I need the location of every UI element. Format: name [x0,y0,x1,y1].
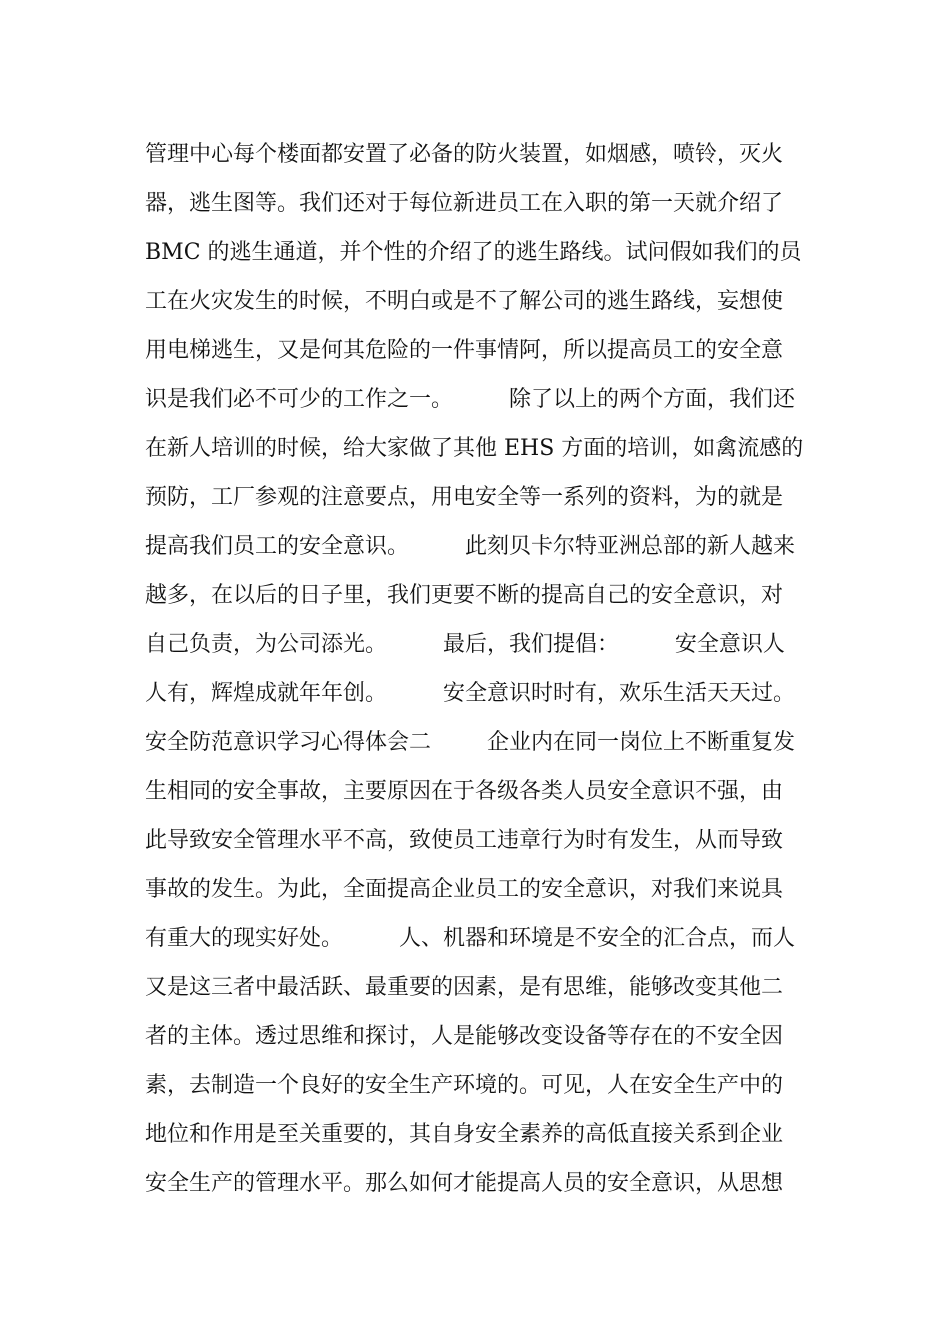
text-line: BMC 的逃生通道，并个性的介绍了的逃生路线。试问假如我们的员 [145,240,802,265]
text-line: 者的主体。透过思维和探讨，人是能够改变设备等存在的不安全因 [145,1024,784,1049]
text-line: 工在火灾发生的时候，不明白或是不了解公司的逃生路线，妄想使 [145,289,784,314]
text-line: 地位和作用是至关重要的，其自身安全素养的高低直接关系到企业 [145,1122,784,1147]
text-line: 器，逃生图等。我们还对于每位新进员工在入职的第一天就介绍了 [145,191,784,216]
text-line: 自己负责，为公司添光。 最后，我们提倡： 安全意识人 [145,632,785,657]
text-line: 在新人培训的时候，给大家做了其他 EHS 方面的培训，如禽流感的 [145,436,804,461]
text-line: 此导致安全管理水平不高，致使员工违章行为时有发生，从而导致 [145,828,784,853]
text-line: 安全生产的管理水平。那么如何才能提高人员的安全意识，从思想 [145,1171,784,1196]
text-line: 预防，工厂参观的注意要点，用电安全等一系列的资料，为的就是 [145,485,784,510]
text-line: 识是我们必不可少的工作之一。 除了以上的两个方面，我们还 [145,387,795,412]
text-line: 人有，辉煌成就年年创。 安全意识时时有，欢乐生活天天过。 [145,681,795,706]
text-line: 又是这三者中最活跃、最重要的因素，是有思维，能够改变其他二 [145,975,784,1000]
text-line: 越多，在以后的日子里，我们更要不断的提高自己的安全意识，对 [145,583,784,608]
text-line: 用电梯逃生，又是何其危险的一件事情阿，所以提高员工的安全意 [145,338,784,363]
body-text [145,130,810,1208]
text-line: 素，去制造一个良好的安全生产环境的。可见，人在安全生产中的 [145,1073,784,1098]
text-line: 有重大的现实好处。 人、机器和环境是不安全的汇合点，而人 [145,926,795,951]
text-line: 生相同的安全事故，主要原因在于各级各类人员安全意识不强，由 [145,779,784,804]
section-heading-line: 安全防范意识学习心得体会二 企业内在同一岗位上不断重复发 [145,730,795,755]
text-line: 事故的发生。为此，全面提高企业员工的安全意识，对我们来说具 [145,877,784,902]
text-line: 提高我们员工的安全意识。 此刻贝卡尔特亚洲总部的新人越来 [145,534,795,559]
text-line: 管理中心每个楼面都安置了必备的防火装置，如烟感，喷铃，灭火 [145,142,784,167]
